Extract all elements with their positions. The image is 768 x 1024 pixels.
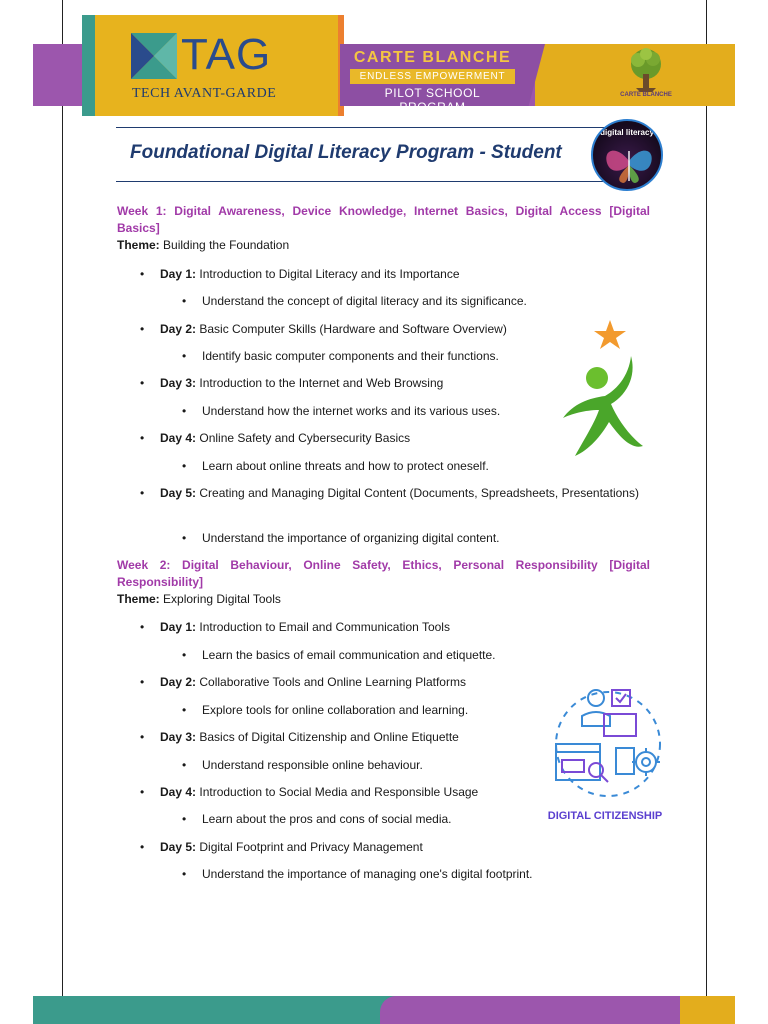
digital-literacy-badge-text: digital literacy (600, 128, 654, 137)
header-banner (0, 0, 768, 118)
footer-purple-band (380, 996, 685, 1024)
tag-subtitle: TECH AVANT-GARDE (132, 86, 277, 101)
day-label: Day 2: (160, 675, 197, 689)
week-2-day-5-sub: • Understand the importance of managing one's digital footprint. (202, 866, 650, 883)
right-margin-line (706, 0, 707, 1024)
left-margin-line (62, 0, 63, 1024)
day-text: Basics of Digital Citizenship and Online Etiquette (199, 730, 459, 744)
week-2-heading: Week 2: Digital Behaviour, Online Safety, Ethics, Personal Responsibility [Digital Responsibility] (117, 558, 650, 589)
week-1-day-1 (160, 266, 650, 283)
week-2-day-3-sub: • Understand responsible online behaviour. (202, 757, 650, 774)
day-label: Day 3: (160, 376, 197, 390)
day-label: Day 4: (160, 431, 197, 445)
title-rule-bottom (116, 181, 640, 182)
week-2-theme-value: Exploring Digital Tools (163, 592, 281, 606)
tag-logo-icon (131, 33, 177, 79)
tag-teal-stripe (82, 15, 95, 116)
week-2-day-1-sub: • Learn the basics of email communication and etiquette. (202, 647, 650, 664)
digital-citizenship-icon (548, 686, 668, 806)
day-text: Collaborative Tools and Online Learning Platforms (199, 675, 466, 689)
day-text: Introduction to the Internet and Web Browsing (199, 376, 444, 390)
day-label: Day 5: (160, 486, 197, 500)
day-label: Day 5: (160, 840, 197, 854)
day-text: Creating and Managing Digital Content (Documents, Spreadsheets, Presentations) (199, 486, 639, 500)
week-1-day-2-sub: • Identify basic computer components and their functions. (202, 348, 650, 365)
tree-logo-text: CARTE BLANCHE (620, 92, 672, 98)
week-2-day-4-sub: • Learn about the pros and cons of social media. (202, 811, 650, 828)
digital-citizenship-label: DIGITAL CITIZENSHIP (547, 810, 663, 822)
week-1-day-3-sub: • Understand how the internet works and its various uses. (202, 403, 650, 420)
carte-blanche-program: PILOT SCHOOL PROGRAM (384, 86, 481, 114)
week-1-theme (117, 238, 289, 252)
day-label: Day 1: (160, 620, 197, 634)
day-label: Day 2: (160, 322, 197, 336)
week-2-theme-label: Theme: (117, 592, 160, 606)
week-2-day-2-sub: • Explore tools for online collaboration and learning. (202, 702, 650, 719)
title-rule-top (116, 127, 640, 128)
week-1-day-5-sub: • Understand the importance of organizing digital content. (202, 530, 650, 547)
footer-gold-band (680, 996, 735, 1024)
page-title: Foundational Digital Literacy Program - Student (130, 142, 562, 163)
day-text: Basic Computer Skills (Hardware and Software Overview) (199, 322, 507, 336)
day-label: Day 4: (160, 785, 197, 799)
week-1-day-4-sub: • Learn about online threats and how to protect oneself. (202, 458, 650, 475)
week-2-day-1 (160, 619, 650, 636)
star-person-icon (555, 318, 665, 468)
week-1-day-1-sub: • Understand the concept of digital literacy and its significance. (202, 293, 650, 310)
day-text: Digital Footprint and Privacy Management (199, 840, 423, 854)
week-1-day-5 (160, 485, 650, 502)
day-text: Introduction to Digital Literacy and its Importance (199, 267, 460, 281)
week-1-heading: Week 1: Digital Awareness, Device Knowledge, Internet Basics, Digital Access [Digital Basics] (117, 204, 650, 235)
day-text: Introduction to Social Media and Responsible Usage (199, 785, 479, 799)
week-1-theme-value: Building the Foundation (163, 238, 290, 252)
day-label: Day 3: (160, 730, 197, 744)
day-text: Online Safety and Cybersecurity Basics (199, 431, 411, 445)
week-2-day-5 (160, 839, 650, 856)
day-text: Introduction to Email and Communication Tools (199, 620, 450, 634)
butterfly-icon (593, 121, 663, 191)
week-1-theme-label: Theme: (117, 238, 160, 252)
tag-wordmark: TAG (181, 30, 272, 79)
day-label: Day 1: (160, 267, 197, 281)
week-2-theme (117, 592, 281, 606)
footer-teal-band (33, 996, 413, 1024)
digital-literacy-badge (591, 119, 663, 191)
carte-blanche-tagline: ENDLESS EMPOWERMENT (350, 69, 515, 84)
carte-blanche-title: CARTE BLANCHE (353, 49, 512, 66)
